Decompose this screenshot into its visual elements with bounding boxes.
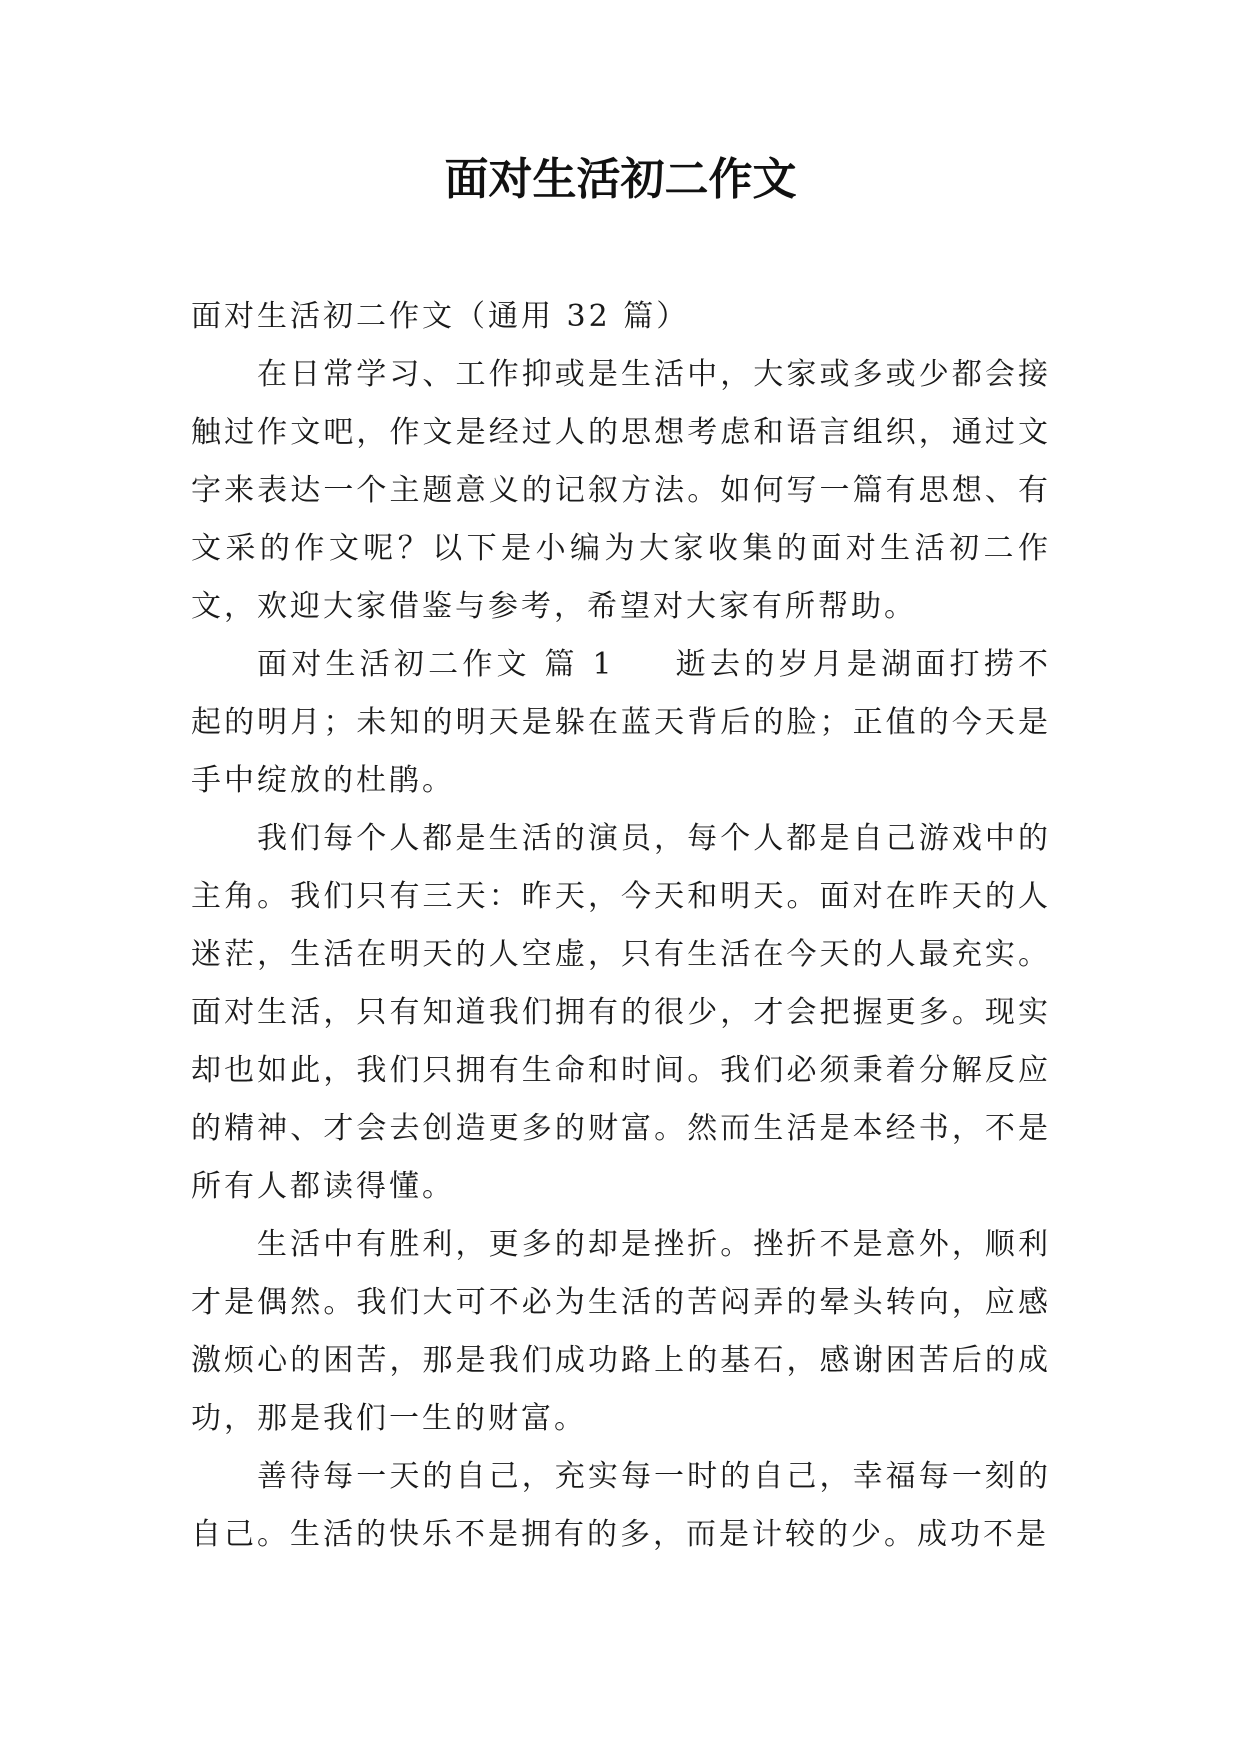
document-title: 面对生活初二作文 <box>444 154 797 205</box>
section-1-first-text: 逝去的岁月是湖面打捞不起的明月；未知的明天是躲在蓝天背后的脸；正值的今天是手中绽放的杜鹃。 <box>191 647 1051 798</box>
intro-paragraph: 在日常学习、工作抑或是生活中，大家或多或少都会接触过作文吧，作文是经过人的思想考虑和语言组织，通过文字来表达一个主题意义的记叙方法。如何写一篇有思想、有文采的作文呢？以下是小编为大家收集的面对生活初二作文，欢迎大家借鉴与参考，希望对大家有所帮助。 <box>191 357 1051 624</box>
document-body <box>191 288 1051 1564</box>
body-paragraph: 善待每一天的自己，充实每一时的自己，幸福每一刻的自己。生活的快乐不是拥有的多，而是计较的少。成功不是 <box>191 1459 1051 1552</box>
body-paragraph: 我们每个人都是生活的演员，每个人都是自己游戏中的主角。我们只有三天：昨天，今天和明天。面对在昨天的人迷茫，生活在明天的人空虚，只有生活在今天的人最充实。面对生活，只有知道我们拥有的很少，才会把握更多。现实却也如此，我们只拥有生命和时间。我们必须秉着分解反应的精神、才会去创造更多的财富。然而生活是本经书，不是所有人都读得懂。 <box>191 821 1051 1204</box>
document-subtitle: 面对生活初二作文（通用 32 篇） <box>191 299 690 334</box>
section-1-paragraph <box>191 636 1051 810</box>
section-1-heading: 面对生活初二作文 篇 1 <box>257 647 615 682</box>
body-paragraph: 生活中有胜利，更多的却是挫折。挫折不是意外，顺利才是偶然。我们大可不必为生活的苦闷弄的晕头转向，应感激烦心的困苦，那是我们成功路上的基石，感谢困苦后的成功，那是我们一生的财富。 <box>191 1227 1051 1436</box>
